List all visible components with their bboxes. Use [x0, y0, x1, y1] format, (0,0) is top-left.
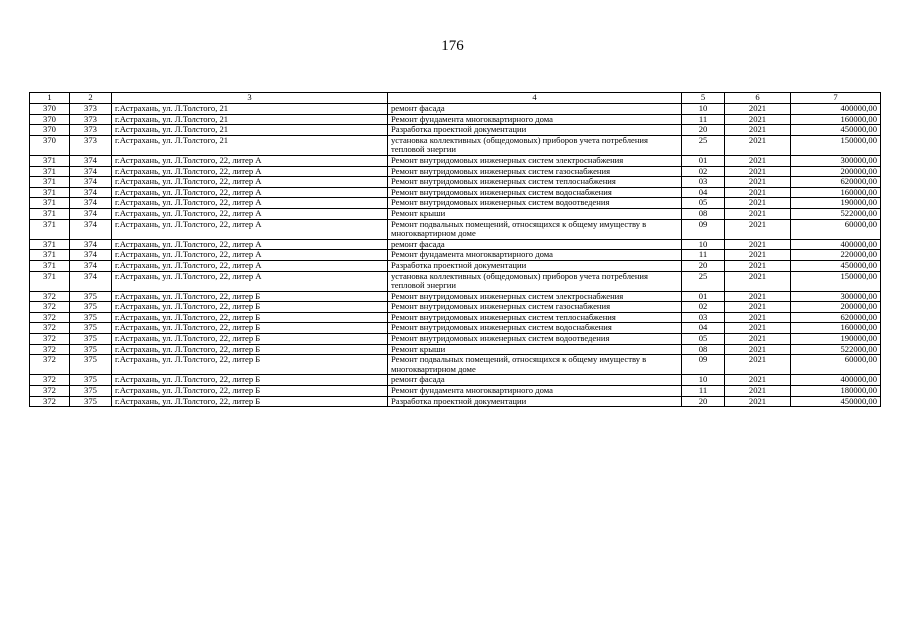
row-number-cell: 372 — [30, 386, 70, 397]
year-cell: 2021 — [725, 334, 791, 345]
repair-schedule-table — [29, 92, 881, 407]
table-row — [30, 355, 881, 375]
table-row — [30, 187, 881, 198]
address-cell: г.Астрахань, ул. Л.Толстого, 22, литер А — [112, 198, 388, 209]
table-row — [30, 260, 881, 271]
work-code-cell: 05 — [682, 334, 725, 345]
table-row — [30, 125, 881, 136]
object-number-cell: 375 — [70, 334, 112, 345]
address-cell: г.Астрахань, ул. Л.Толстого, 22, литер А — [112, 166, 388, 177]
cost-cell: 522000,00 — [791, 208, 881, 219]
work-code-cell: 20 — [682, 260, 725, 271]
cost-cell: 220000,00 — [791, 250, 881, 261]
row-number-cell: 371 — [30, 219, 70, 239]
address-cell: г.Астрахань, ул. Л.Толстого, 22, литер Б — [112, 386, 388, 397]
year-cell: 2021 — [725, 208, 791, 219]
cost-cell: 60000,00 — [791, 355, 881, 375]
work-code-cell: 09 — [682, 219, 725, 239]
work-code-cell: 25 — [682, 271, 725, 291]
address-cell: г.Астрахань, ул. Л.Толстого, 22, литер Б — [112, 312, 388, 323]
address-cell: г.Астрахань, ул. Л.Толстого, 22, литер А — [112, 187, 388, 198]
work-type-cell: Ремонт подвальных помещений, относящихся к общему имуществу в многоквартирном доме — [388, 355, 682, 375]
cost-cell: 190000,00 — [791, 334, 881, 345]
table-row — [30, 104, 881, 115]
work-code-cell: 25 — [682, 135, 725, 155]
cost-cell: 300000,00 — [791, 155, 881, 166]
row-number-cell: 371 — [30, 187, 70, 198]
object-number-cell: 374 — [70, 208, 112, 219]
table-row — [30, 344, 881, 355]
table-row — [30, 208, 881, 219]
work-code-cell: 02 — [682, 302, 725, 313]
row-number-cell: 371 — [30, 250, 70, 261]
cost-cell: 620000,00 — [791, 312, 881, 323]
work-type-cell: Разработка проектной документации — [388, 260, 682, 271]
year-cell: 2021 — [725, 125, 791, 136]
object-number-cell: 373 — [70, 135, 112, 155]
cost-cell: 300000,00 — [791, 291, 881, 302]
cost-cell: 400000,00 — [791, 375, 881, 386]
row-number-cell: 372 — [30, 302, 70, 313]
work-code-cell: 08 — [682, 344, 725, 355]
year-cell: 2021 — [725, 355, 791, 375]
work-type-cell: Ремонт фундамента многоквартирного дома — [388, 250, 682, 261]
work-type-cell: ремонт фасада — [388, 104, 682, 115]
address-cell: г.Астрахань, ул. Л.Толстого, 22, литер Б — [112, 396, 388, 407]
object-number-cell: 374 — [70, 271, 112, 291]
year-cell: 2021 — [725, 271, 791, 291]
row-number-cell: 372 — [30, 375, 70, 386]
address-cell: г.Астрахань, ул. Л.Толстого, 22, литер А — [112, 219, 388, 239]
work-type-cell: Ремонт внутридомовых инженерных систем водоотведения — [388, 198, 682, 209]
table-row — [30, 155, 881, 166]
row-number-cell: 371 — [30, 198, 70, 209]
table-row — [30, 219, 881, 239]
cost-cell: 150000,00 — [791, 135, 881, 155]
work-type-cell: Ремонт фундамента многоквартирного дома — [388, 386, 682, 397]
year-cell: 2021 — [725, 291, 791, 302]
object-number-cell: 373 — [70, 104, 112, 115]
work-type-cell: Ремонт внутридомовых инженерных систем газоснабжения — [388, 302, 682, 313]
work-type-cell: Ремонт внутридомовых инженерных систем водоснабжения — [388, 323, 682, 334]
work-type-cell: Ремонт внутридомовых инженерных систем газоснабжения — [388, 166, 682, 177]
work-type-cell: Ремонт подвальных помещений, относящихся к общему имуществу в многоквартирном доме — [388, 219, 682, 239]
work-code-cell: 10 — [682, 375, 725, 386]
object-number-cell: 373 — [70, 125, 112, 136]
table-row — [30, 198, 881, 209]
object-number-cell: 375 — [70, 355, 112, 375]
row-number-cell: 371 — [30, 271, 70, 291]
cost-cell: 400000,00 — [791, 239, 881, 250]
address-cell: г.Астрахань, ул. Л.Толстого, 22, литер А — [112, 271, 388, 291]
work-type-cell: Разработка проектной документации — [388, 125, 682, 136]
cost-cell: 450000,00 — [791, 125, 881, 136]
row-number-cell: 372 — [30, 312, 70, 323]
work-code-cell: 09 — [682, 355, 725, 375]
row-number-cell: 371 — [30, 260, 70, 271]
object-number-cell: 374 — [70, 155, 112, 166]
cost-cell: 160000,00 — [791, 323, 881, 334]
year-cell: 2021 — [725, 104, 791, 115]
address-cell: г.Астрахань, ул. Л.Толстого, 21 — [112, 135, 388, 155]
cost-cell: 620000,00 — [791, 177, 881, 188]
row-number-cell: 372 — [30, 323, 70, 334]
table-row — [30, 375, 881, 386]
row-number-cell: 371 — [30, 239, 70, 250]
work-type-cell: Разработка проектной документации — [388, 396, 682, 407]
object-number-cell: 375 — [70, 396, 112, 407]
row-number-cell: 372 — [30, 344, 70, 355]
work-type-cell: Ремонт внутридомовых инженерных систем теплоснабжения — [388, 177, 682, 188]
year-cell: 2021 — [725, 386, 791, 397]
table-body — [30, 104, 881, 407]
row-number-cell: 371 — [30, 166, 70, 177]
work-code-cell: 03 — [682, 177, 725, 188]
column-header: 5 — [682, 93, 725, 104]
row-number-cell: 370 — [30, 125, 70, 136]
work-type-cell: Ремонт фундамента многоквартирного дома — [388, 114, 682, 125]
table-row — [30, 302, 881, 313]
work-code-cell: 20 — [682, 396, 725, 407]
address-cell: г.Астрахань, ул. Л.Толстого, 22, литер Б — [112, 344, 388, 355]
object-number-cell: 375 — [70, 323, 112, 334]
address-cell: г.Астрахань, ул. Л.Толстого, 22, литер А — [112, 239, 388, 250]
work-code-cell: 02 — [682, 166, 725, 177]
object-number-cell: 374 — [70, 260, 112, 271]
row-number-cell: 370 — [30, 135, 70, 155]
object-number-cell: 375 — [70, 312, 112, 323]
address-cell: г.Астрахань, ул. Л.Толстого, 22, литер Б — [112, 334, 388, 345]
work-type-cell: Ремонт внутридомовых инженерных систем электроснабжения — [388, 291, 682, 302]
table-row — [30, 334, 881, 345]
object-number-cell: 375 — [70, 386, 112, 397]
row-number-cell: 371 — [30, 177, 70, 188]
work-type-cell: Ремонт внутридомовых инженерных систем водоотведения — [388, 334, 682, 345]
work-code-cell: 11 — [682, 114, 725, 125]
year-cell: 2021 — [725, 260, 791, 271]
page-number: 176 — [441, 38, 464, 54]
table-row — [30, 135, 881, 155]
work-type-cell: Ремонт внутридомовых инженерных систем теплоснабжения — [388, 312, 682, 323]
work-code-cell: 01 — [682, 291, 725, 302]
cost-cell: 200000,00 — [791, 302, 881, 313]
work-type-cell: Ремонт внутридомовых инженерных систем электроснабжения — [388, 155, 682, 166]
table-row — [30, 114, 881, 125]
cost-cell: 522000,00 — [791, 344, 881, 355]
work-type-cell: ремонт фасада — [388, 375, 682, 386]
year-cell: 2021 — [725, 396, 791, 407]
object-number-cell: 373 — [70, 114, 112, 125]
column-header: 1 — [30, 93, 70, 104]
table-header-row — [30, 93, 881, 104]
work-type-cell: ремонт фасада — [388, 239, 682, 250]
year-cell: 2021 — [725, 219, 791, 239]
row-number-cell: 371 — [30, 155, 70, 166]
year-cell: 2021 — [725, 323, 791, 334]
column-header: 7 — [791, 93, 881, 104]
row-number-cell: 370 — [30, 104, 70, 115]
year-cell: 2021 — [725, 302, 791, 313]
row-number-cell: 372 — [30, 355, 70, 375]
address-cell: г.Астрахань, ул. Л.Толстого, 22, литер А — [112, 208, 388, 219]
cost-cell: 450000,00 — [791, 396, 881, 407]
work-code-cell: 11 — [682, 250, 725, 261]
table-row — [30, 166, 881, 177]
year-cell: 2021 — [725, 166, 791, 177]
address-cell: г.Астрахань, ул. Л.Толстого, 21 — [112, 104, 388, 115]
work-type-cell: Ремонт внутридомовых инженерных систем водоснабжения — [388, 187, 682, 198]
cost-cell: 200000,00 — [791, 166, 881, 177]
work-code-cell: 05 — [682, 198, 725, 209]
row-number-cell: 371 — [30, 208, 70, 219]
work-code-cell: 03 — [682, 312, 725, 323]
address-cell: г.Астрахань, ул. Л.Толстого, 22, литер А — [112, 177, 388, 188]
year-cell: 2021 — [725, 187, 791, 198]
cost-cell: 180000,00 — [791, 386, 881, 397]
object-number-cell: 374 — [70, 177, 112, 188]
table-row — [30, 177, 881, 188]
table-row — [30, 386, 881, 397]
table-row — [30, 239, 881, 250]
work-code-cell: 10 — [682, 239, 725, 250]
object-number-cell: 374 — [70, 239, 112, 250]
cost-cell: 160000,00 — [791, 187, 881, 198]
table-row — [30, 323, 881, 334]
work-code-cell: 01 — [682, 155, 725, 166]
table-row — [30, 291, 881, 302]
table-row — [30, 250, 881, 261]
object-number-cell: 374 — [70, 250, 112, 261]
year-cell: 2021 — [725, 155, 791, 166]
address-cell: г.Астрахань, ул. Л.Толстого, 21 — [112, 125, 388, 136]
address-cell: г.Астрахань, ул. Л.Толстого, 22, литер Б — [112, 302, 388, 313]
work-code-cell: 10 — [682, 104, 725, 115]
column-header: 3 — [112, 93, 388, 104]
object-number-cell: 375 — [70, 302, 112, 313]
year-cell: 2021 — [725, 344, 791, 355]
table-row — [30, 271, 881, 291]
year-cell: 2021 — [725, 198, 791, 209]
table-row — [30, 396, 881, 407]
work-type-cell: установка коллективных (общедомовых) приборов учета потребления тепловой энергии — [388, 271, 682, 291]
cost-cell: 450000,00 — [791, 260, 881, 271]
cost-cell: 160000,00 — [791, 114, 881, 125]
work-code-cell: 04 — [682, 187, 725, 198]
row-number-cell: 370 — [30, 114, 70, 125]
year-cell: 2021 — [725, 135, 791, 155]
row-number-cell: 372 — [30, 334, 70, 345]
object-number-cell: 374 — [70, 166, 112, 177]
address-cell: г.Астрахань, ул. Л.Толстого, 22, литер Б — [112, 355, 388, 375]
work-code-cell: 20 — [682, 125, 725, 136]
address-cell: г.Астрахань, ул. Л.Толстого, 22, литер Б — [112, 375, 388, 386]
table-row — [30, 312, 881, 323]
work-code-cell: 08 — [682, 208, 725, 219]
address-cell: г.Астрахань, ул. Л.Толстого, 22, литер А — [112, 155, 388, 166]
year-cell: 2021 — [725, 312, 791, 323]
year-cell: 2021 — [725, 239, 791, 250]
row-number-cell: 372 — [30, 291, 70, 302]
object-number-cell: 374 — [70, 187, 112, 198]
cost-cell: 60000,00 — [791, 219, 881, 239]
year-cell: 2021 — [725, 375, 791, 386]
year-cell: 2021 — [725, 250, 791, 261]
work-type-cell: установка коллективных (общедомовых) приборов учета потребления тепловой энергии — [388, 135, 682, 155]
object-number-cell: 374 — [70, 219, 112, 239]
object-number-cell: 374 — [70, 198, 112, 209]
year-cell: 2021 — [725, 114, 791, 125]
work-type-cell: Ремонт крыши — [388, 344, 682, 355]
work-code-cell: 11 — [682, 386, 725, 397]
row-number-cell: 372 — [30, 396, 70, 407]
object-number-cell: 375 — [70, 291, 112, 302]
column-header: 6 — [725, 93, 791, 104]
work-code-cell: 04 — [682, 323, 725, 334]
object-number-cell: 375 — [70, 344, 112, 355]
address-cell: г.Астрахань, ул. Л.Толстого, 22, литер Б — [112, 323, 388, 334]
year-cell: 2021 — [725, 177, 791, 188]
column-header: 2 — [70, 93, 112, 104]
cost-cell: 150000,00 — [791, 271, 881, 291]
address-cell: г.Астрахань, ул. Л.Толстого, 21 — [112, 114, 388, 125]
address-cell: г.Астрахань, ул. Л.Толстого, 22, литер А — [112, 250, 388, 261]
column-header: 4 — [388, 93, 682, 104]
address-cell: г.Астрахань, ул. Л.Толстого, 22, литер Б — [112, 291, 388, 302]
cost-cell: 400000,00 — [791, 104, 881, 115]
object-number-cell: 375 — [70, 375, 112, 386]
cost-cell: 190000,00 — [791, 198, 881, 209]
address-cell: г.Астрахань, ул. Л.Толстого, 22, литер А — [112, 260, 388, 271]
work-type-cell: Ремонт крыши — [388, 208, 682, 219]
